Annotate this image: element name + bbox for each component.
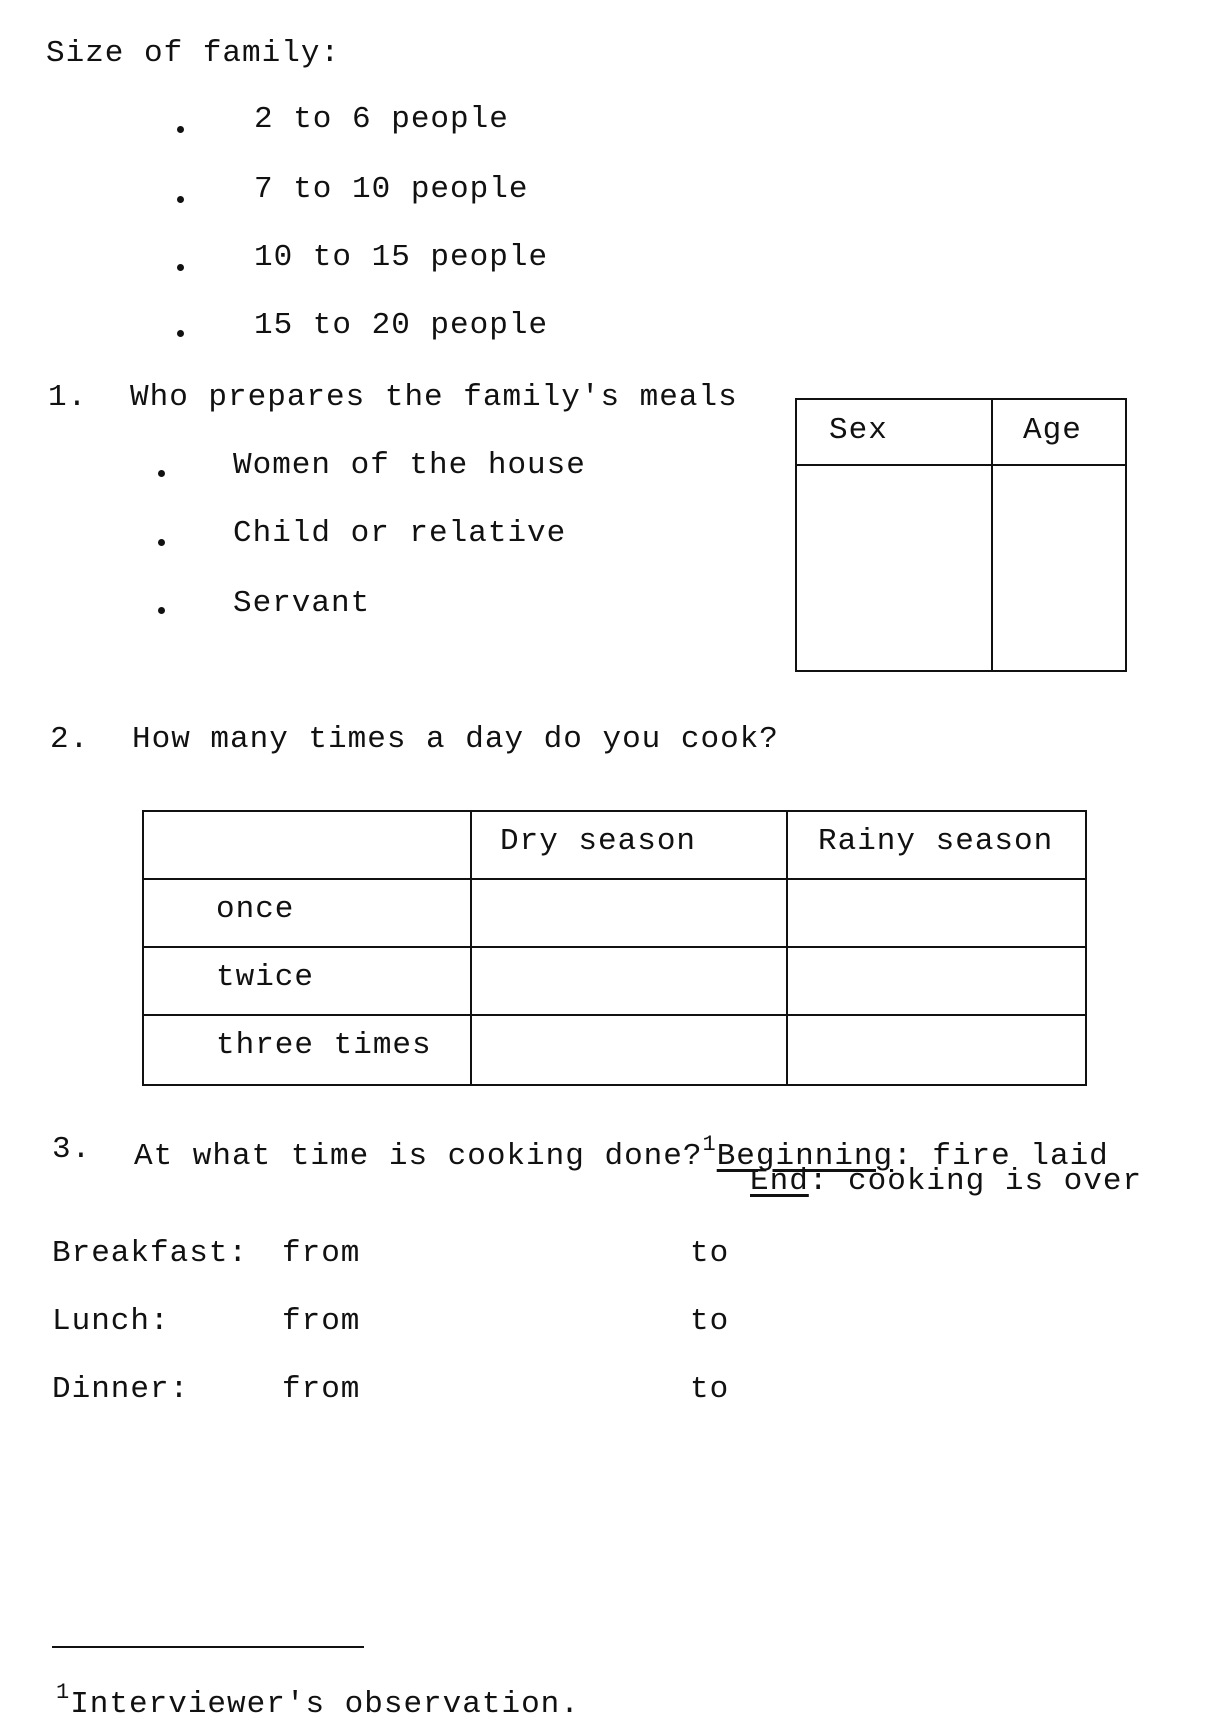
q1-question: Who prepares the family's meals — [130, 380, 738, 415]
bullet-icon — [177, 264, 184, 271]
meal-from-label: from — [282, 1372, 361, 1407]
end-label: End — [750, 1164, 809, 1199]
q2-number: 2. — [50, 722, 90, 757]
sex-age-table — [795, 398, 1127, 672]
dry-season-header — [471, 811, 787, 879]
row-label-cell — [143, 879, 471, 947]
family-size-option[interactable]: 2 to 6 people — [254, 102, 509, 137]
meal-label: Dinner: — [52, 1372, 190, 1407]
dry-season-cell[interactable] — [471, 1015, 787, 1085]
family-size-option[interactable]: 15 to 20 people — [254, 308, 549, 343]
meal-to-label: to — [690, 1236, 730, 1271]
rainy-season-cell[interactable] — [787, 879, 1086, 947]
bullet-icon — [158, 470, 165, 477]
bullet-icon — [177, 330, 184, 337]
meal-from-label: from — [282, 1304, 361, 1339]
sex-input-cell[interactable] — [796, 465, 992, 671]
sex-header — [796, 399, 992, 465]
rainy-season-header — [787, 811, 1086, 879]
row-label: once — [216, 892, 295, 927]
q1-option[interactable]: Child or relative — [233, 516, 567, 551]
q1-option[interactable]: Women of the house — [233, 448, 586, 483]
bullet-icon — [177, 196, 184, 203]
q1-number: 1. — [48, 380, 88, 415]
row-label-cell — [143, 1015, 471, 1085]
dry-season-cell[interactable] — [471, 947, 787, 1015]
q2-question: How many times a day do you cook? — [132, 722, 779, 757]
bullet-icon — [158, 607, 165, 614]
meal-to-label: to — [690, 1304, 730, 1339]
footnote — [56, 1680, 580, 1722]
rainy-season-cell[interactable] — [787, 947, 1086, 1015]
beginning-text: : fire laid — [893, 1139, 1109, 1174]
row-label: three times — [216, 1028, 432, 1063]
q3-note-end — [750, 1164, 1142, 1199]
sex-header-label: Sex — [829, 413, 888, 448]
q3-question-text: At what time is cooking done? — [134, 1139, 703, 1174]
age-input-cell[interactable] — [992, 465, 1126, 671]
meal-from-label: from — [282, 1236, 361, 1271]
footnote-mark: 1 — [702, 1132, 717, 1157]
age-header — [992, 399, 1126, 465]
q3-number: 3. — [52, 1132, 92, 1167]
meal-to-label: to — [690, 1372, 730, 1407]
bullet-icon — [158, 539, 165, 546]
bullet-icon — [177, 126, 184, 133]
corner-cell — [143, 811, 471, 879]
meal-label: Breakfast: — [52, 1236, 249, 1271]
meal-label: Lunch: — [52, 1304, 170, 1339]
footnote-mark: 1 — [56, 1680, 71, 1705]
beginning-label: Beginning — [716, 1139, 894, 1174]
family-size-option[interactable]: 7 to 10 people — [254, 172, 529, 207]
footnote-rule — [52, 1646, 364, 1648]
dry-season-label: Dry season — [500, 824, 697, 859]
end-text: : cooking is over — [808, 1164, 1143, 1199]
rainy-season-label: Rainy season — [818, 824, 1054, 859]
age-header-label: Age — [1023, 413, 1082, 448]
dry-season-cell[interactable] — [471, 879, 787, 947]
q1-option[interactable]: Servant — [233, 586, 371, 621]
family-size-heading: Size of family: — [46, 36, 341, 71]
family-size-option[interactable]: 10 to 15 people — [254, 240, 549, 275]
footnote-text: Interviewer's observation. — [70, 1687, 580, 1722]
row-label: twice — [216, 960, 315, 995]
cooking-frequency-table — [142, 810, 1087, 1086]
row-label-cell — [143, 947, 471, 1015]
rainy-season-cell[interactable] — [787, 1015, 1086, 1085]
